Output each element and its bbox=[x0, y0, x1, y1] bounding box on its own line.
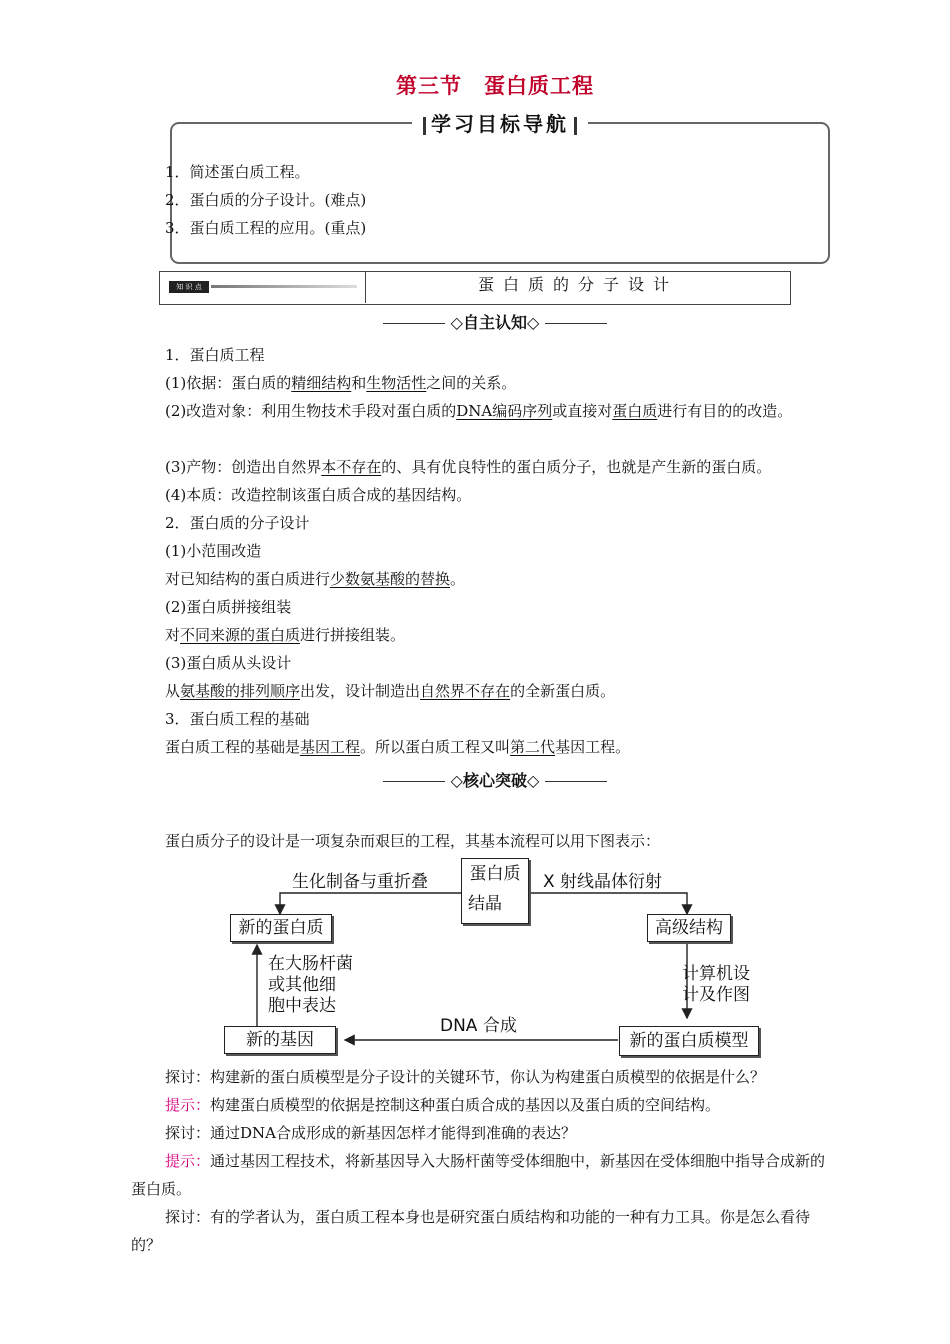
goal-item: 2．蛋白质的分子设计。(难点) bbox=[165, 191, 367, 209]
splice-line: 对不同来源的蛋白质进行拼接组装。 bbox=[165, 626, 406, 644]
tip-label: 提示： bbox=[165, 1096, 211, 1114]
label-line: 计及作图 bbox=[682, 985, 750, 1005]
tip-label: 提示： bbox=[165, 1152, 211, 1170]
box-new-protein-model: 新的蛋白质模型 bbox=[619, 1026, 759, 1056]
label-expression bbox=[268, 954, 353, 1017]
answer-dna-sequence: DNA编码序列 bbox=[456, 402, 553, 420]
page-title: 第三节 蛋白质工程 bbox=[396, 74, 594, 98]
label-computer-design bbox=[682, 964, 750, 1006]
target-paragraph: (2)改造对象：利用生物技术手段对蛋白质的DNA编码序列或直接对蛋白质进行有目的的改造。 bbox=[165, 402, 793, 420]
label-dna-synthesis: DNA 合成 bbox=[440, 1016, 517, 1036]
basis-line: (1)依据：蛋白质的精细结构和生物活性之间的关系。 bbox=[165, 374, 517, 392]
answer-second-gen: 第二代 bbox=[510, 738, 556, 756]
box-new-protein: 新的蛋白质 bbox=[230, 914, 332, 942]
label-line: 胞中表达 bbox=[268, 996, 336, 1016]
section-heading-self-study: ◇自主认知◇ bbox=[360, 310, 630, 333]
heading-foundation: 3．蛋白质工程的基础 bbox=[165, 710, 310, 728]
goal-item: 3．蛋白质工程的应用。(重点) bbox=[165, 219, 367, 237]
answer-gene-eng: 基因工程 bbox=[300, 738, 361, 756]
answer-protein: 蛋白质 bbox=[612, 402, 658, 420]
answer-bio-activity: 生物活性 bbox=[366, 374, 427, 392]
label-line: 计算机设 bbox=[682, 964, 750, 984]
foundation-line: 蛋白质工程的基础是基因工程。所以蛋白质工程又叫第二代基因工程。 bbox=[165, 738, 631, 756]
goal-item: 1．简述蛋白质工程。 bbox=[165, 163, 310, 181]
label-line: 或其他细 bbox=[268, 975, 336, 995]
denovo-line: 从氨基酸的排列顺序出发，设计制造出自然界不存在的全新蛋白质。 bbox=[165, 682, 616, 700]
learning-goals-heading bbox=[412, 109, 588, 139]
knowledge-point-title: 蛋白质的分子设计 bbox=[477, 275, 678, 294]
answer-fine-structure: 精细结构 bbox=[291, 374, 352, 392]
heading-protein-engineering: 1．蛋白质工程 bbox=[165, 346, 265, 364]
knowledge-point-tag bbox=[159, 271, 366, 303]
answer-2: 提示：通过基因工程技术，将新基因导入大肠杆菌等受体细胞中，新基因在受体细胞中指导合成新的蛋白质。 bbox=[131, 1152, 826, 1198]
answer-diff-source: 不同来源的蛋白质 bbox=[180, 626, 301, 644]
small-change-line: 对已知结构的蛋白质进行少数氨基酸的替换。 bbox=[165, 570, 466, 588]
knowledge-point-badge: 知 识 点 bbox=[169, 281, 209, 293]
question-3: 探讨：有的学者认为，蛋白质工程本身也是研究蛋白质结构和功能的一种有力工具。你是怎么看待的？ bbox=[131, 1208, 811, 1254]
box-high-structure: 高级结构 bbox=[647, 914, 731, 942]
box-protein-crystal bbox=[461, 858, 529, 924]
label-xray: X 射线晶体衍射 bbox=[543, 872, 663, 892]
answer-amino-order: 氨基酸的排列顺序 bbox=[180, 682, 301, 700]
box-protein-crystal-line: 蛋白质 bbox=[469, 864, 521, 884]
section-heading-core: ◇核心突破◇ bbox=[360, 768, 630, 791]
box-new-gene: 新的基因 bbox=[224, 1026, 336, 1054]
section-heading-text: 自主认知 bbox=[462, 313, 527, 332]
answer-amino-replace: 少数氨基酸的替换 bbox=[330, 570, 451, 588]
denovo-heading: (3)蛋白质从头设计 bbox=[165, 654, 292, 672]
knowledge-point-decor bbox=[211, 285, 357, 288]
answer-not-in-nature: 自然界不存在 bbox=[420, 682, 511, 700]
core-intro: 蛋白质分子的设计是一项复杂而艰巨的工程，其基本流程可以用下图表示： bbox=[165, 832, 661, 850]
question-1: 探讨：构建新的蛋白质模型是分子设计的关键环节，你认为构建蛋白质模型的依据是什么？ bbox=[165, 1068, 766, 1086]
arrow-crystal-to-newprotein bbox=[280, 893, 462, 914]
label-prep-refold: 生化制备与重折叠 bbox=[292, 872, 428, 892]
label-line: 在大肠杆菌 bbox=[268, 954, 353, 974]
question-2: 探讨：通过DNA合成形成的新基因怎样才能得到准确的表达？ bbox=[165, 1124, 576, 1142]
learning-goals-list bbox=[165, 158, 366, 242]
section-heading-text: 核心突破 bbox=[462, 771, 527, 790]
answer-nonexistent: 本不存在 bbox=[321, 458, 382, 476]
heading-molecular-design: 2．蛋白质的分子设计 bbox=[165, 514, 310, 532]
answer-1: 提示：构建蛋白质模型的依据是控制这种蛋白质合成的基因以及蛋白质的空间结构。 bbox=[165, 1096, 721, 1114]
box-protein-crystal-line: 结晶 bbox=[468, 894, 502, 914]
learning-goals-heading-text: 学习目标导航 bbox=[431, 112, 569, 136]
splice-heading: (2)蛋白质拼接组装 bbox=[165, 598, 292, 616]
product-line: (3)产物：创造出自然界本不存在的、具有优良特性的蛋白质分子，也就是产生新的蛋白质。 bbox=[165, 458, 772, 476]
essence-line: (4)本质：改造控制该蛋白质合成的基因结构。 bbox=[165, 486, 472, 504]
small-change-heading: (1)小范围改造 bbox=[165, 542, 262, 560]
arrow-crystal-to-structure bbox=[528, 893, 687, 914]
